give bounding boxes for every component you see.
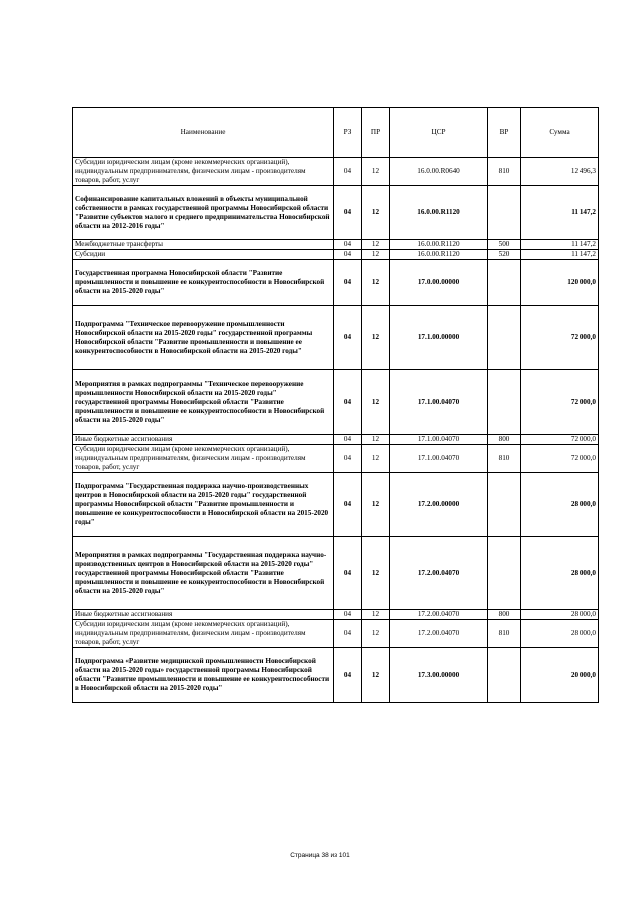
row-vr (488, 370, 521, 435)
row-csr: 17.1.00.00000 (390, 306, 488, 370)
row-name: Мероприятия в рамках подпрограммы "Государственная поддержка научно-производственных центров в Новосибирской области на 2015-2020 годы" государственной программы Новосибирской области "Развитие промышленности и повышение ее конкурентоспособности в Новосибирской области на 2015-2020 годы" (73, 537, 334, 610)
table-row (73, 610, 599, 620)
row-pr: 12 (362, 158, 390, 186)
row-vr (488, 260, 521, 306)
table-row (73, 158, 599, 186)
row-name: Софинансирование капитальных вложений в объекты муниципальной собственности в рамках государственной программы Новосибирской области "Развитие субъектов малого и среднего предпринимательства Новосибирской области на 2012-2016 годы" (73, 186, 334, 240)
header-rz: РЗ (334, 108, 362, 158)
row-rz: 04 (334, 370, 362, 435)
table-row (73, 306, 599, 370)
row-rz: 04 (334, 240, 362, 250)
header-sum: Сумма (521, 108, 599, 158)
row-pr: 12 (362, 537, 390, 610)
row-rz: 04 (334, 260, 362, 306)
table-row (73, 537, 599, 610)
budget-table (72, 107, 599, 703)
header-pr: ПР (362, 108, 390, 158)
row-name: Иные бюджетные ассигнования (73, 610, 334, 620)
row-sum: 28 000,0 (521, 537, 599, 610)
row-sum: 11 147,2 (521, 186, 599, 240)
row-csr: 17.2.00.00000 (390, 473, 488, 537)
row-vr (488, 648, 521, 703)
row-csr: 17.0.00.00000 (390, 260, 488, 306)
row-vr (488, 306, 521, 370)
row-vr: 810 (488, 445, 521, 473)
row-name: Подпрограмма «Развитие медицинской промышленности Новосибирской области на 2015-2020 годы» государственной программы Новосибирской области "Развитие промышленности и повышение ее конкурентоспособности в Новосибирской области на 2015-2020 годы" (73, 648, 334, 703)
table-row (73, 240, 599, 250)
row-name: Субсидии юридическим лицам (кроме некоммерческих организаций), индивидуальным предпринимателям, физическим лицам - производителям товаров, работ, услуг (73, 620, 334, 648)
row-sum: 72 000,0 (521, 435, 599, 445)
row-sum: 12 496,3 (521, 158, 599, 186)
row-name: Субсидии юридическим лицам (кроме некоммерческих организаций), индивидуальным предпринимателям, физическим лицам - производителям товаров, работ, услуг (73, 158, 334, 186)
row-csr: 17.1.00.04070 (390, 435, 488, 445)
row-pr: 12 (362, 473, 390, 537)
row-csr: 16.0.00.R1120 (390, 250, 488, 260)
row-pr: 12 (362, 370, 390, 435)
page-number: Страница 38 из 101 (290, 852, 350, 859)
row-rz: 04 (334, 186, 362, 240)
table-row (73, 473, 599, 537)
row-vr: 810 (488, 620, 521, 648)
row-rz: 04 (334, 537, 362, 610)
row-csr: 17.3.00.00000 (390, 648, 488, 703)
row-name: Межбюджетные трансферты (73, 240, 334, 250)
row-pr: 12 (362, 435, 390, 445)
row-sum: 72 000,0 (521, 306, 599, 370)
row-rz: 04 (334, 445, 362, 473)
row-rz: 04 (334, 610, 362, 620)
table-row (73, 370, 599, 435)
row-pr: 12 (362, 445, 390, 473)
table-row (73, 186, 599, 240)
row-name: Подпрограмма "Техническое перевооружение промышленности Новосибирской области на 2015-2020 годы" государственной программы Новосибирской области "Развитие промышленности и повышение ее конкурентоспособности в Новосибирской области на 2015-2020 годы" (73, 306, 334, 370)
table-body (73, 158, 599, 703)
row-csr: 17.2.00.04070 (390, 620, 488, 648)
row-pr: 12 (362, 620, 390, 648)
row-rz: 04 (334, 158, 362, 186)
row-csr: 16.0.00.R0640 (390, 158, 488, 186)
header-vr: ВР (488, 108, 521, 158)
row-vr: 520 (488, 250, 521, 260)
row-pr: 12 (362, 186, 390, 240)
row-pr: 12 (362, 260, 390, 306)
row-name: Подпрограмма "Государственная поддержка научно-производственных центров в Новосибирской области на 2015-2020 годы" государственной программы Новосибирской области "Развитие промышленности и повышение ее конкурентоспособности в Новосибирской области на 2015-2020 годы" (73, 473, 334, 537)
row-csr: 17.2.00.04070 (390, 537, 488, 610)
row-csr: 17.1.00.04070 (390, 370, 488, 435)
table-row (73, 260, 599, 306)
row-pr: 12 (362, 306, 390, 370)
header-csr: ЦСР (390, 108, 488, 158)
row-csr: 16.0.00.R1120 (390, 186, 488, 240)
row-name: Государственная программа Новосибирской области "Развитие промышленности и повышение ее конкурентоспособности в Новосибирской области на 2015-2020 годы" (73, 260, 334, 306)
row-sum: 28 000,0 (521, 610, 599, 620)
row-sum: 28 000,0 (521, 473, 599, 537)
row-rz: 04 (334, 648, 362, 703)
row-rz: 04 (334, 306, 362, 370)
row-csr: 17.1.00.04070 (390, 445, 488, 473)
row-rz: 04 (334, 473, 362, 537)
row-pr: 12 (362, 648, 390, 703)
table-row (73, 445, 599, 473)
row-sum: 11 147,2 (521, 240, 599, 250)
row-vr: 800 (488, 610, 521, 620)
row-sum: 20 000,0 (521, 648, 599, 703)
row-sum: 72 000,0 (521, 445, 599, 473)
table-row (73, 250, 599, 260)
row-rz: 04 (334, 250, 362, 260)
row-csr: 17.2.00.04070 (390, 610, 488, 620)
row-vr (488, 186, 521, 240)
row-name: Субсидии юридическим лицам (кроме некоммерческих организаций), индивидуальным предпринимателям, физическим лицам - производителям товаров, работ, услуг (73, 445, 334, 473)
row-vr: 800 (488, 435, 521, 445)
table-header-row (73, 108, 599, 158)
row-vr: 500 (488, 240, 521, 250)
row-vr (488, 537, 521, 610)
header-name: Наименование (73, 108, 334, 158)
row-pr: 12 (362, 250, 390, 260)
row-csr: 16.0.00.R1120 (390, 240, 488, 250)
row-sum: 11 147,2 (521, 250, 599, 260)
table-row (73, 648, 599, 703)
row-pr: 12 (362, 240, 390, 250)
row-rz: 04 (334, 620, 362, 648)
row-sum: 28 000,0 (521, 620, 599, 648)
table-row (73, 620, 599, 648)
row-vr (488, 473, 521, 537)
table-row (73, 435, 599, 445)
row-name: Субсидии (73, 250, 334, 260)
row-name: Иные бюджетные ассигнования (73, 435, 334, 445)
row-pr: 12 (362, 610, 390, 620)
row-vr: 810 (488, 158, 521, 186)
row-sum: 72 000,0 (521, 370, 599, 435)
row-name: Мероприятия в рамках подпрограммы "Техническое перевооружение промышленности Новосибирской области на 2015-2020 годы" государственной программы Новосибирской области "Развитие промышленности и повышение ее конкурентоспособности в Новосибирской области на 2015-2020 годы" (73, 370, 334, 435)
row-rz: 04 (334, 435, 362, 445)
row-sum: 120 000,0 (521, 260, 599, 306)
